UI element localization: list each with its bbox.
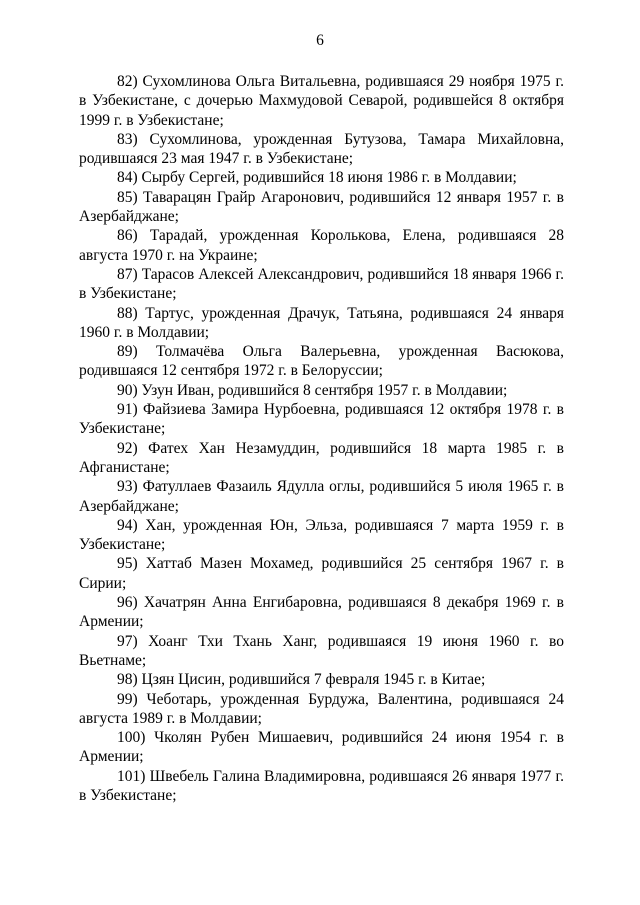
list-item: 86) Тарадай, урожденная Королькова, Елена, родившаяся 28 августа 1970 г. на Украине; [79,227,564,264]
list-item: 83) Сухомлинова, урожденная Бутузова, Тамара Михайловна, родившаяся 23 мая 1947 г. в Узбекистане; [79,130,564,168]
list-item: 97) Хоанг Тхи Тхань Ханг, родившаяся 19 июня 1960 г. во Вьетнаме; [79,632,564,669]
list-item: 82) Сухомлинова Ольга Витальевна, родившаяся 29 ноября 1975 г. в Узбекистане, с дочерью Махмудовой Севарой, родившейся 8 октября 1999 г. в Узбекистане; [79,73,564,129]
list-item: 92) Фатех Хан Незамуддин, родившийся 18 марта 1985 г. в Афганистане; [79,439,564,476]
list-item: 90) Узун Иван, родившийся 8 сентября 1957 г. в Молдавии; [117,381,508,399]
list-item: 98) Цзян Цисин, родившийся 7 февраля 1945 г. в Китае; [117,671,486,689]
list-item: 99) Чеботарь, урожденная Бурдужа, Валентина, родившаяся 24 августа 1989 г. в Молдавии; [79,690,564,727]
entries-list [79,72,564,805]
page-number: 6 [316,32,324,49]
list-item: 96) Хачатрян Анна Енгибаровна, родившаяся 8 декабря 1969 г. в Армении; [79,594,564,631]
list-item: 87) Тарасов Алексей Александрович, родившийся 18 января 1966 г. в Узбекистане; [79,265,564,303]
list-item: 88) Тартус, урожденная Драчук, Татьяна, родившаяся 24 января 1960 г. в Молдавии; [79,304,564,341]
list-item: 85) Таварацян Грайр Агаронович, родившийся 12 января 1957 г. в Азербайджане; [79,188,564,226]
list-item: 101) Швебель Галина Владимировна, родившаяся 26 января 1977 г. в Узбекистане; [79,767,564,804]
list-item: 91) Файзиева Замира Нурбоевна, родившаяся 12 октября 1978 г. в Узбекистане; [79,401,564,438]
list-item: 93) Фатуллаев Фазаиль Ядулла оглы, родившийся 5 июля 1965 г. в Азербайджане; [79,478,564,515]
list-item: 94) Хан, урожденная Юн, Эльза, родившаяся 7 марта 1959 г. в Узбекистане; [79,516,564,554]
list-item: 100) Чколян Рубен Мишаевич, родившийся 24 июня 1954 г. в Армении; [79,729,564,766]
list-item: 84) Сырбу Сергей, родившийся 18 июня 1986 г. в Молдавии; [117,169,517,187]
list-item: 95) Хаттаб Мазен Мохамед, родившийся 25 сентября 1967 г. в Сирии; [79,555,564,592]
list-item: 89) Толмачёва Ольга Валерьевна, урожденная Васюкова, родившаяся 12 сентября 1972 г. в Белоруссии; [79,343,564,380]
